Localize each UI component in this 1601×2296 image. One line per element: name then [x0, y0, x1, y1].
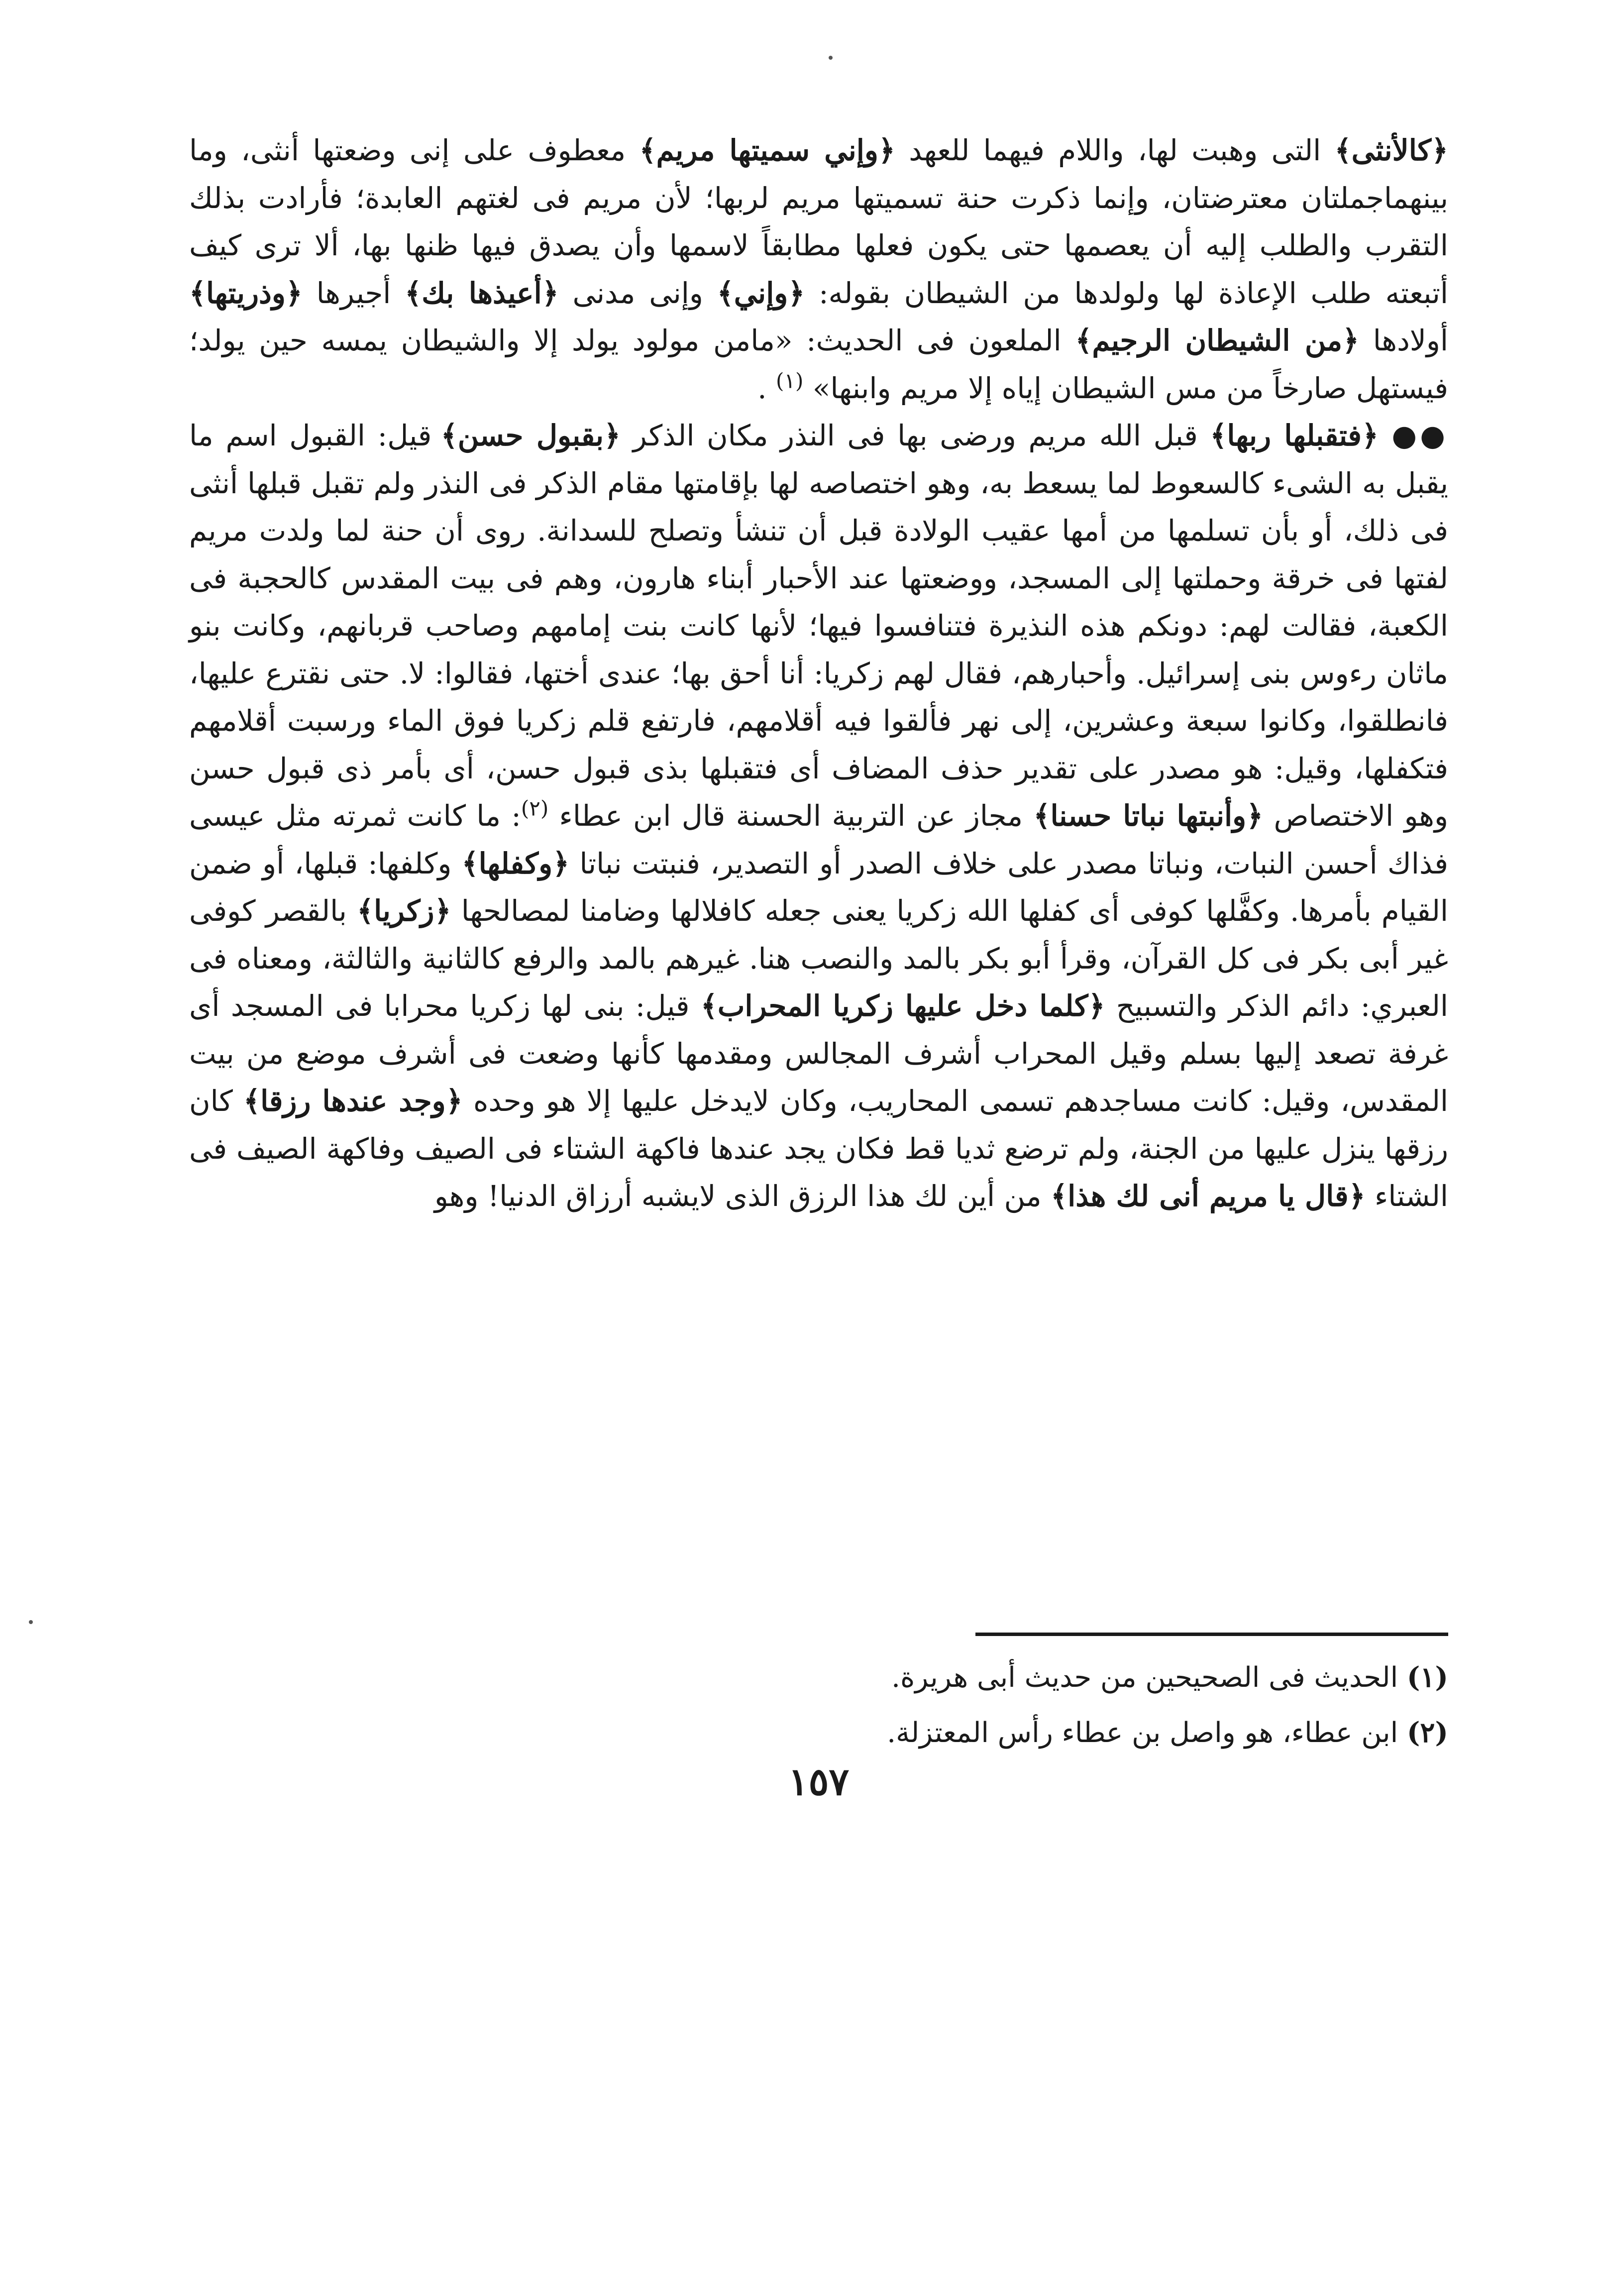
commentary-text: قبل الله مريم ورضى بها فى النذر مكان الذكر	[620, 419, 1210, 452]
quran-quote: ﴿فتقبلها ربها﴾	[1210, 419, 1379, 452]
footnote-separator	[975, 1633, 1448, 1636]
commentary-text: من أين لك هذا الرزق الذى لايشبه أرزاق الدنيا! وهو	[434, 1179, 1051, 1213]
quran-quote: ﴿كالأنثى﴾	[1334, 133, 1448, 167]
commentary-text: قيل: القبول اسم ما يقبل به الشىء كالسعوط لما يسعط به، وهو اختصاصه لها بإقامتها مقام الذكر فى النذر ولم تقبل قبلها أنثى فى ذلك، أو بأن تسلمها من أمها عقيب الولادة قبل أن تنشأ وتصلح للسدانة. روى أن حنة لما ولدت مريم لفتها فى خرقة وحملتها إلى المسجد، ووضعتها عند الأحبار أبناء هارون، وهم فى بيت المقدس كالحجبة فى الكعبة، فقالت لهم: دونكم هذه النذيرة فتنافسوا فيها؛ لأنها كانت بنت إمامهم وصاحب قربانهم، وكانت بنو ماثان رءوس بنى إسرائيل. وأحبارهم، فقال لهم زكريا: أنا أحق بها؛ عندى أختها، فقالوا: لا. حتى نقترع عليها، فانطلقوا، وكانوا سبعة وعشرين، إلى نهر فألقوا فيه أقلامهم، فارتفع قلم زكريا فوق الماء ورسبت أقلامهم فتكفلها، وقيل: هو مصدر على تقدير حذف المضاف أى فتقبلها بذى قبول حسن، أى بأمر ذى قبول حسن وهو الاختصاص	[189, 419, 1448, 833]
commentary-text: التى وهبت لها، واللام فيهما للعهد	[895, 133, 1335, 167]
commentary-text: الملعون فى الحديث: «مامن مولود يولد إلا والشيطان يمسه حين يولد؛ فيستهل صارخاً من مس الشيطان إياه إلا مريم وابنها»	[189, 324, 1448, 405]
quran-quote: ﴿زكريا﴾	[357, 894, 451, 928]
footnote-2	[189, 1705, 1448, 1760]
commentary-text: بالقصر كوفى غير أبى بكر فى كل القرآن، وقرأ أبو بكر بالمد والنصب هنا. غيرهم بالمد والرفع كالثانية والثالثة، ومعناه فى العبري: دائم الذكر والتسبيح	[189, 894, 1448, 1023]
footnote-2-text: ابن عطاء، هو واصل بن عطاء رأس المعتزلة.	[887, 1717, 1407, 1749]
commentary-text: : ما كانت ثمرته مثل عيسى فذاك أحسن النبات، ونباتا مصدر على خلاف الصدر أو التصدير، فنبتت نباتا	[189, 799, 1448, 880]
paragraph-1	[189, 127, 1448, 412]
footnote-2-number: (٢)	[1406, 1716, 1448, 1749]
footnotes	[189, 1650, 1448, 1760]
footnote-ref: (٢)	[521, 796, 549, 821]
quran-quote: ﴿وجد عندها رزقا﴾	[243, 1084, 463, 1118]
quran-quote: ﴿قال يا مريم أنى لك هذا﴾	[1051, 1179, 1366, 1213]
commentary-text: أجيرها	[302, 276, 405, 310]
quran-quote: ﴿وإني سميتها مريم﴾	[639, 133, 895, 167]
commentary-text: وكلفها: قبلها، أو ضمن القيام بأمرها. وكفَّلها كوفى أى كفلها الله زكريا يعنى جعله كافلالها وضامنا لمصالحها	[189, 846, 1448, 928]
tafsir-text	[189, 127, 1448, 1220]
commentary-text: كان رزقها ينزل عليها من الجنة، ولم ترضع ثديا قط فكان يجد عندها فاكهة الشتاء فى الصيف وفاكهة الصيف فى الشتاء	[189, 1084, 1448, 1213]
quran-quote: ﴿بقبول حسن﴾	[440, 419, 621, 452]
book-page	[189, 127, 1448, 2217]
quran-quote: ﴿من الشيطان الرجيم﴾	[1075, 324, 1360, 357]
page-number: ١٥٧	[788, 1759, 850, 1804]
quran-quote: ﴿كلما دخل عليها زكريا المحراب﴾	[700, 989, 1105, 1023]
paragraph-2	[189, 412, 1448, 1220]
scan-speck-left	[29, 1620, 33, 1624]
commentary-text: وإنى مدنى	[558, 276, 717, 310]
commentary-text: قيل: بنى لها زكريا محرابا فى المسجد أى غرفة تصعد إليها بسلم وقيل المحراب أشرف المجالس ومقدمها كأنها وضعت فى أشرف موضع من بيت المقدس، وقيل: كانت مساجدهم تسمى المحاريب، وكان لايدخل عليها إلا هو وحده	[189, 989, 1448, 1118]
footnote-1	[189, 1650, 1448, 1705]
commentary-text: معطوف على إنى وضعتها أنثى، وما بينهماجملتان معترضتان، وإنما ذكرت حنة تسميتها مريم لربها؛ لأن مريم فى لغتهم العابدة؛ فأرادت بذلك التقرب والطلب إليه أن يعصمها حتى يكون فعلها مطابقاً لاسمها وأن يصدق فيها ظنها بها، ألا ترى كيف أتبعته طلب الإعاذة لها ولولدها من الشيطان بقوله:	[189, 133, 1448, 310]
paragraph-bullet: ●●	[1379, 419, 1448, 452]
commentary-text: مجاز عن التربية الحسنة قال ابن عطاء	[548, 799, 1034, 833]
quran-quote: ﴿وإني﴾	[717, 276, 805, 310]
quran-quote: ﴿وأنبتها نباتا حسنا﴾	[1033, 799, 1264, 833]
footnote-1-text: الحديث فى الصحيحين من حديث أبى هريرة.	[891, 1661, 1407, 1694]
quran-quote: ﴿وذريتها﴾	[189, 276, 303, 310]
quran-quote: ﴿أعيذها بك﴾	[405, 276, 559, 310]
commentary-text: .	[757, 371, 776, 405]
footnote-1-number: (١)	[1406, 1661, 1448, 1694]
footnote-ref: (١)	[776, 368, 804, 393]
quran-quote: ﴿وكفلها﴾	[461, 846, 570, 880]
scan-speck-top	[829, 56, 833, 60]
commentary-text: أولادها	[1359, 324, 1448, 357]
